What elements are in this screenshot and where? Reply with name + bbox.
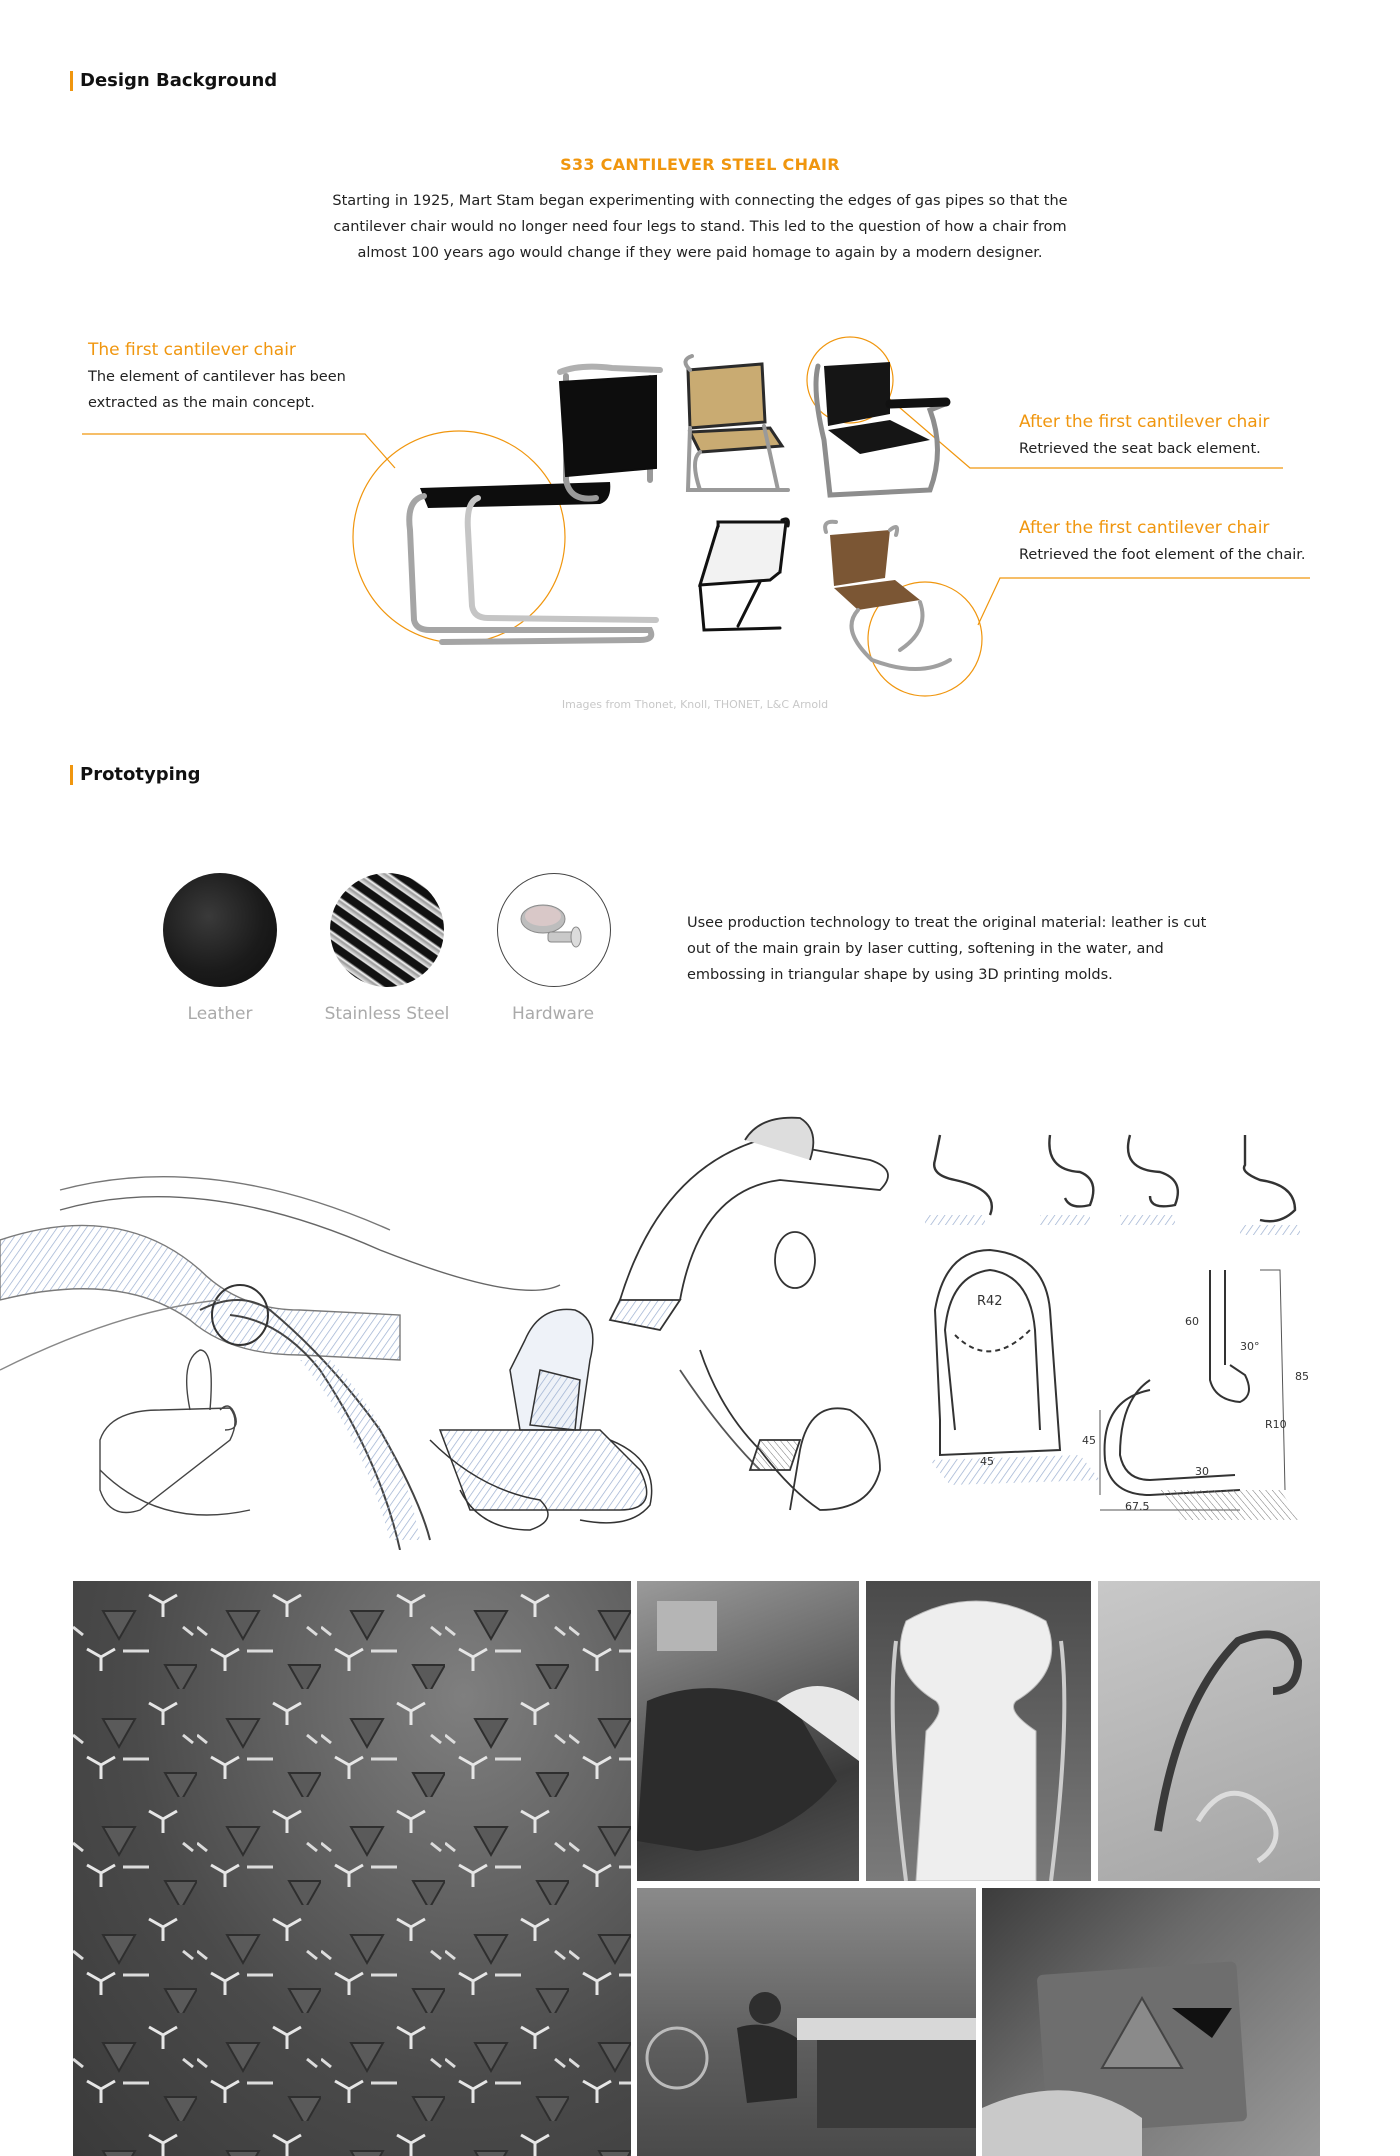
section-heading-text: Prototyping xyxy=(80,764,201,785)
intro-line: Starting in 1925, Mart Stam began experimenting with connecting the edges of gas pipes so that the xyxy=(332,193,1068,209)
callout-title: The first cantilever chair xyxy=(88,340,296,360)
callout-title: After the first cantilever chair xyxy=(1019,518,1270,538)
callout-line: extracted as the main concept. xyxy=(88,395,315,411)
annotation-45-side: 45 xyxy=(1082,1434,1096,1447)
image-credit: Images from Thonet, Knoll, THONET, L&C Arnold xyxy=(561,698,829,711)
heading-accent-bar xyxy=(70,765,73,785)
brown-leather-chair xyxy=(825,522,950,669)
annotation-60: 60 xyxy=(1185,1315,1199,1328)
photo-embossed-leather xyxy=(73,1581,631,2156)
callout-line: The element of cantilever has been xyxy=(88,369,346,385)
workshop-graphic xyxy=(637,1888,976,2156)
callout-line: Retrieved the seat back element. xyxy=(1019,441,1261,457)
white-cantilever-chair xyxy=(700,519,788,630)
callout-line: Retrieved the foot element of the chair. xyxy=(1019,547,1306,563)
annotation-r42: R42 xyxy=(977,1294,1003,1309)
description-line: Usee production technology to treat the original material: leather is cut xyxy=(687,915,1207,931)
tube-graphic xyxy=(1098,1581,1320,1881)
section-heading-text: Design Background xyxy=(80,70,278,91)
laser-cut-graphic xyxy=(637,1581,859,1881)
photo-embossed-sample xyxy=(982,1888,1320,2156)
leather-pattern xyxy=(73,1581,631,2156)
side-view-sketch xyxy=(1082,1270,1309,1520)
section-heading-design-background xyxy=(70,70,277,91)
intro-line: cantilever chair would no longer need four legs to stand. This led to the question of how a chair from xyxy=(333,219,1067,235)
chair-illustrations xyxy=(0,330,1400,700)
heading-accent-bar xyxy=(70,71,73,91)
annotation-45-front: 45 xyxy=(980,1455,994,1468)
bent-pipe-sketch xyxy=(680,1350,880,1510)
annotation-30: 30 xyxy=(1195,1465,1209,1478)
wire-chair-sketch xyxy=(100,1350,250,1515)
annotation-r10: R10 xyxy=(1265,1418,1287,1431)
sample-graphic xyxy=(982,1888,1320,2156)
chair-title: S33 CANTILEVER STEEL CHAIR xyxy=(560,155,840,174)
clip-sketch xyxy=(610,1118,888,1330)
section-heading-prototyping xyxy=(70,764,201,785)
s33-chair xyxy=(409,367,660,642)
annotation-67-5: 67.5 xyxy=(1125,1500,1150,1513)
material-label-hardware: Hardware xyxy=(511,1004,595,1024)
chair-perspective-sketch xyxy=(430,1309,652,1530)
armchair-black xyxy=(816,362,946,495)
callout-line-first-chair xyxy=(82,434,395,468)
description-line: embossing in triangular shape by using 3D printing molds. xyxy=(687,967,1113,983)
photo-workshop-worker xyxy=(637,1888,976,2156)
photo-chair-seat-pattern xyxy=(866,1581,1091,1881)
annotation-85: 85 xyxy=(1295,1370,1309,1383)
callout-circle-first-chair xyxy=(353,431,565,643)
callout-line-foot xyxy=(978,578,1310,625)
design-sketches xyxy=(0,1110,1400,1550)
seat-graphic xyxy=(866,1581,1091,1881)
photo-bent-steel-tube xyxy=(1098,1581,1320,1881)
material-label-leather: Leather xyxy=(187,1004,253,1024)
prototyping-description xyxy=(687,910,1287,988)
description-line: out of the main grain by laser cutting, softening in the water, and xyxy=(687,941,1164,957)
material-leather xyxy=(163,873,277,987)
rivet-icon xyxy=(498,874,610,986)
photo-laser-cut-leather xyxy=(637,1581,859,1881)
front-view-sketch xyxy=(930,1250,1100,1485)
material-stainless-steel xyxy=(330,873,444,987)
cane-chair xyxy=(685,356,788,490)
callout-title: After the first cantilever chair xyxy=(1019,412,1270,432)
intro-line: almost 100 years ago would change if they were paid homage to again by a modern designer. xyxy=(357,245,1043,261)
profile-sketches xyxy=(925,1135,1300,1230)
annotation-30deg: 30° xyxy=(1240,1340,1260,1353)
material-label-stainless-steel: Stainless Steel xyxy=(324,1004,450,1024)
intro-paragraph xyxy=(300,188,1100,266)
material-hardware xyxy=(497,873,611,987)
